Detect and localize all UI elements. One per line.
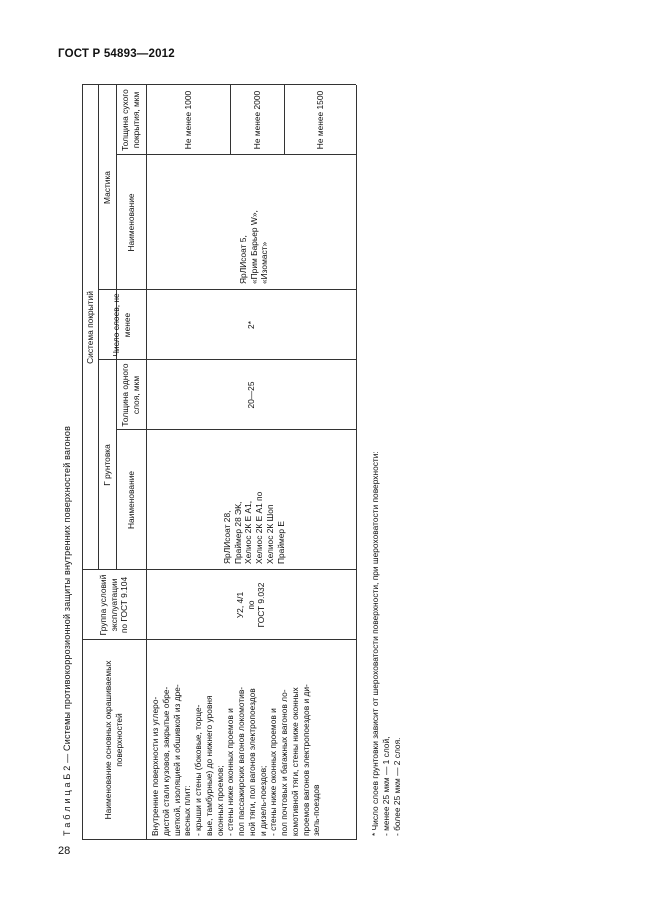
header-coating-system: Система покрытий bbox=[84, 291, 95, 364]
header-primer-thickness: Толщина одного слоя, мкм bbox=[120, 363, 141, 427]
table-border-left bbox=[82, 839, 356, 840]
header-mastic-name: Наименование bbox=[125, 193, 136, 252]
primer-name-cell bbox=[154, 432, 354, 564]
table-caption: Т а б л и ц а Б 2 — Системы противокоррозионной защиты внутренних поверхностей вагонов bbox=[62, 425, 72, 836]
header-layers: Число слоев, не менее bbox=[111, 293, 132, 357]
mastic-name-cell bbox=[154, 156, 354, 284]
mastic-thickness-2: Не менее 2000 bbox=[251, 90, 262, 150]
col-divider-2 bbox=[82, 569, 356, 570]
table-border-bottom bbox=[356, 85, 357, 840]
col-divider-1 bbox=[82, 639, 356, 640]
header-operating-group: Группа условий эксплуатации по ГОСТ 9.104 bbox=[97, 574, 130, 636]
header-primer: Г рунтовка bbox=[101, 444, 112, 486]
primer-thickness-cell: 20—25 bbox=[245, 381, 256, 409]
header-surface-name: Наименование основных окрашиваемых поверхностей bbox=[103, 660, 124, 820]
header-mastic-thickness: Толщина сухого покрытия, мкм bbox=[120, 89, 141, 151]
document-header: ГОСТ Р 54893—2012 bbox=[58, 48, 175, 60]
operating-group-text: У2, 4/1 по ГОСТ 9.032 bbox=[234, 582, 267, 628]
col-divider-4 bbox=[98, 359, 356, 360]
table-footnote: * Число слоев грунтовки зависит от шероховатости поверхности, при шероховатости поверхности: - менее 25 мкм — 1 слой, - более 25 мкм — 2 слоя. bbox=[370, 451, 402, 836]
header-bottom-line bbox=[146, 85, 147, 840]
col-divider-5 bbox=[98, 289, 356, 290]
primer-name-text: ЯрЛИсоат 28, Праймер 28 ЭК, Хелиос 2К Е А1, Хелиос 2К Е А1 по Хелиос 2К Шоп Праймер Е bbox=[221, 491, 286, 564]
mastic-name-text: ЯрЛИсоат 5, «Прим Барьер W», «Изомаст» bbox=[237, 210, 270, 284]
mastic-thickness-3: Не менее 1500 bbox=[314, 90, 325, 150]
layers-cell: 2* bbox=[245, 321, 256, 329]
mastic-thickness-1: Не менее 1000 bbox=[182, 90, 193, 150]
header-primer-name: Наименование bbox=[125, 470, 136, 530]
col-divider-3 bbox=[116, 429, 356, 430]
operating-group-cell bbox=[146, 574, 356, 636]
col-divider-6 bbox=[116, 154, 356, 155]
surface-name-cell bbox=[150, 642, 354, 836]
surface-name-text: Внутренние поверхности из углеро- дистой стали кузовов, закрытые обре- шеткой, изоляцией и обшивкой из дре- весных плит: - крыши и стены (боковые, торце- вые, тамбурные) до нижнего уровня оконных проемов; - стены ниже оконных проемов и пол пассажирских вагонов локомотив- ной тяги, пол вагонов электропоездов и дизель-поездов; - стены ниже оконных проемов и пол почтовых и багажных вагонов ло- комотивной тяги, стены ниже оконных проемов вагонов электропоездов и ди- зель-поездов bbox=[150, 684, 322, 836]
table-border-right bbox=[82, 84, 356, 85]
header-mastic: Мастика bbox=[101, 171, 112, 204]
page-number: 28 bbox=[58, 845, 71, 857]
